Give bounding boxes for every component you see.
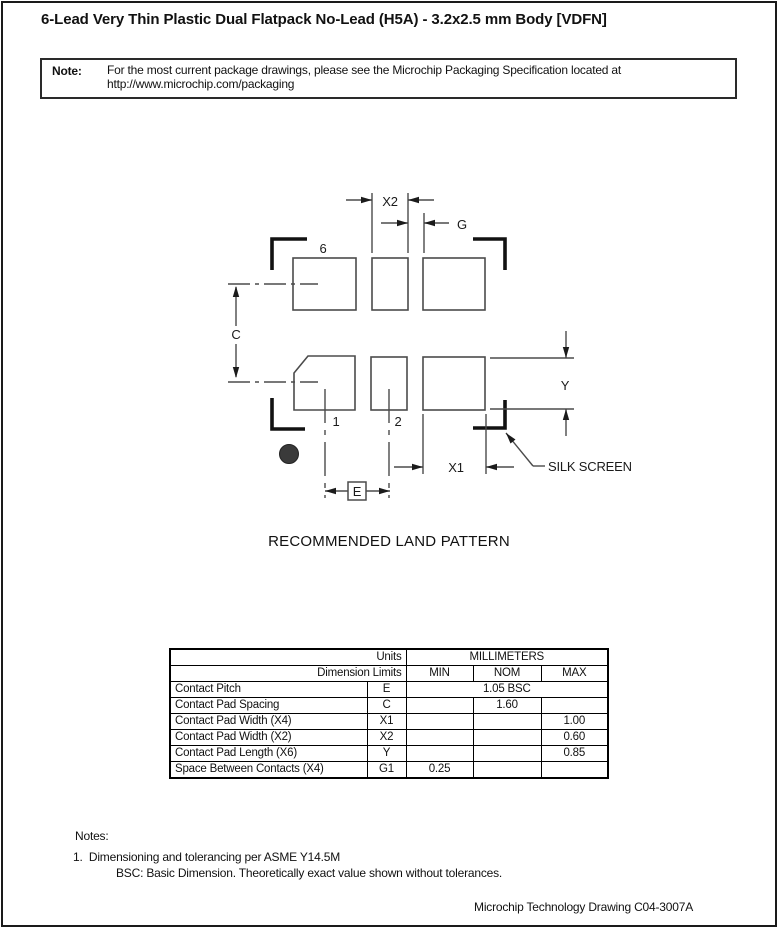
pad-number-2: 2: [394, 414, 402, 429]
note-label: Note:: [52, 64, 82, 78]
arrowhead-icon: [563, 409, 569, 420]
note-box: [40, 58, 737, 99]
row-label: Contact Pitch: [170, 682, 367, 698]
row-symbol: G1: [367, 762, 406, 779]
row-symbol: C: [367, 698, 406, 714]
arrowhead-icon: [397, 220, 408, 226]
table-row: [170, 682, 608, 698]
dimension-label-x2: X2: [382, 194, 398, 209]
table-row: [170, 714, 608, 730]
row-merged-value: 1.05 BSC: [406, 682, 608, 698]
row-label: Contact Pad Width (X4): [170, 714, 367, 730]
dimension-g: [381, 213, 467, 253]
arrowhead-icon: [325, 488, 336, 494]
land-pad-5: [372, 258, 408, 310]
note-text-line1: For the most current package drawings, please see the Microchip Packaging Specification located at: [107, 63, 622, 77]
row-min: [406, 714, 473, 730]
land-pattern-drawing: [0, 180, 781, 510]
arrowhead-icon: [361, 197, 372, 203]
row-min: [406, 730, 473, 746]
table-row: [170, 730, 608, 746]
silkscreen-corner-top-right: [473, 239, 505, 270]
dimension-label-y: Y: [560, 378, 570, 393]
page-title: 6-Lead Very Thin Plastic Dual Flatpack No-Lead (H5A) - 3.2x2.5 mm Body [VDFN]: [41, 11, 607, 28]
row-nom: [473, 762, 541, 779]
table-row: [170, 746, 608, 762]
row-nom: [473, 730, 541, 746]
dimension-label-x1: X1: [448, 460, 464, 475]
notes-heading: Notes:: [75, 829, 109, 843]
pad-number-1: 1: [332, 414, 340, 429]
silkscreen-corner-top-left: [272, 239, 307, 270]
drawing-caption: RECOMMENDED LAND PATTERN: [268, 533, 510, 550]
land-pad-3: [423, 357, 485, 410]
silkscreen-corner-bottom-left: [272, 398, 305, 429]
row-symbol: X1: [367, 714, 406, 730]
arrowhead-icon: [233, 367, 239, 378]
dimension-x1: [394, 414, 514, 475]
note-url: http://www.microchip.com/packaging: [107, 76, 295, 91]
max-header-cell: MAX: [541, 666, 608, 682]
dimension-limits-header-cell: Dimension Limits: [170, 666, 406, 682]
units-header-cell: Units: [170, 649, 406, 666]
dimension-label-e: E: [352, 484, 362, 499]
pad-number-6: 6: [319, 241, 327, 256]
silkscreen-label: SILK SCREEN: [548, 459, 632, 474]
dimension-label-g: G: [457, 217, 467, 232]
row-label: Contact Pad Length (X6): [170, 746, 367, 762]
row-symbol: Y: [367, 746, 406, 762]
row-max: [541, 698, 608, 714]
silkscreen-corner-bottom-right: [473, 400, 505, 428]
row-max: 1.00: [541, 714, 608, 730]
row-nom: [473, 746, 541, 762]
nom-header-cell: NOM: [473, 666, 541, 682]
arrowhead-icon: [408, 197, 419, 203]
dimensions-table: [169, 648, 609, 779]
table-header-row-units: [170, 649, 608, 666]
note-body: [107, 64, 732, 91]
dimension-label-c: C: [231, 327, 241, 342]
arrowhead-icon: [486, 464, 497, 470]
notes-item-1: 1. Dimensioning and tolerancing per ASME Y14.5M: [73, 850, 341, 864]
arrowhead-icon: [379, 488, 390, 494]
dimension-y: [490, 331, 574, 436]
row-symbol: X2: [367, 730, 406, 746]
row-min: [406, 698, 473, 714]
dimension-c: [231, 286, 240, 378]
row-nom: [473, 714, 541, 730]
arrowhead-icon: [412, 464, 423, 470]
silkscreen-callout: [506, 433, 632, 474]
row-min: 0.25: [406, 762, 473, 779]
row-label: Contact Pad Spacing: [170, 698, 367, 714]
row-min: [406, 746, 473, 762]
pin1-indicator-dot: [280, 445, 299, 464]
row-max: 0.60: [541, 730, 608, 746]
millimeters-header-cell: MILLIMETERS: [406, 649, 608, 666]
arrowhead-icon: [233, 286, 239, 297]
row-label: Space Between Contacts (X4): [170, 762, 367, 779]
land-pad-4: [423, 258, 485, 310]
table-row: [170, 762, 608, 779]
arrowhead-icon: [424, 220, 435, 226]
dimension-e: [325, 389, 390, 500]
row-label: Contact Pad Width (X2): [170, 730, 367, 746]
table-row: [170, 698, 608, 714]
arrowhead-icon: [563, 347, 569, 358]
table-header-row-limits: [170, 666, 608, 682]
footer-drawing-number: Microchip Technology Drawing C04-3007A: [474, 900, 693, 914]
row-symbol: E: [367, 682, 406, 698]
notes-item-1-sub: BSC: Basic Dimension. Theoretically exact value shown without tolerances.: [116, 866, 503, 880]
row-nom: 1.60: [473, 698, 541, 714]
min-header-cell: MIN: [406, 666, 473, 682]
row-max: 0.85: [541, 746, 608, 762]
row-max: [541, 762, 608, 779]
